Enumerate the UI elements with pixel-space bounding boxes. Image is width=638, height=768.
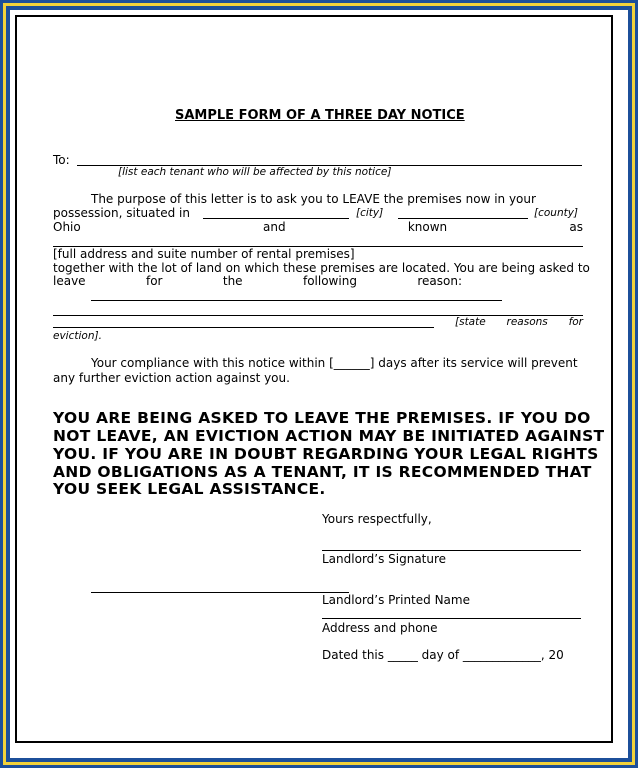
warning-line-2: NOT LEAVE, AN EVICTION ACTION MAY BE INITIATED AGAINST: [53, 427, 605, 445]
signature-label: Landlord’s Signature: [322, 552, 447, 566]
paragraph-2-line-1: Your compliance with this notice within [______] days after its service will prevent: [91, 356, 578, 370]
word-reasons: reasons: [506, 316, 548, 328]
paragraph-1-line-1: The purpose of this letter is to ask you to LEAVE the premises now in your: [91, 192, 536, 206]
word-leave: leave: [53, 274, 86, 288]
warning-line-1: YOU ARE BEING ASKED TO LEAVE THE PREMISES. IF YOU DO: [53, 409, 591, 427]
to-hint: [list each tenant who will be affected by this notice]: [118, 166, 392, 178]
reason-blank-line-1: [91, 300, 502, 301]
printed-name-line: [91, 592, 349, 593]
closing-text: Yours respectfully,: [322, 512, 432, 526]
word-for-2: for: [568, 316, 583, 328]
known-text: known: [407, 220, 448, 234]
warning-line-5: YOU SEEK LEGAL ASSISTANCE.: [53, 480, 326, 498]
document-page: [15, 15, 613, 743]
dated-line: Dated this _____ day of _____________, 20: [322, 648, 564, 662]
ohio-text: Ohio: [53, 220, 81, 234]
printed-name-label: Landlord’s Printed Name: [322, 593, 470, 607]
word-reason: reason:: [417, 274, 462, 288]
word-for: for: [145, 274, 163, 288]
county-hint: [county]: [534, 207, 579, 219]
word-state: [state: [455, 316, 486, 328]
paragraph-1-line-6: together with the lot of land on which these premises are located. You are being asked to: [53, 261, 590, 275]
word-the: the: [222, 274, 243, 288]
word-following: following: [302, 274, 357, 288]
address-phone-line: [322, 618, 581, 619]
city-hint: [city]: [356, 207, 384, 219]
reason-blank-line-3: [53, 327, 434, 328]
ohio-known-line: [53, 220, 583, 234]
leave-reason-line: [53, 274, 462, 288]
warning-line-3: YOU. IF YOU ARE IN DOUBT REGARDING YOUR LEGAL RIGHTS: [53, 445, 599, 463]
address-hint: [full address and suite number of rental premises]: [53, 247, 355, 261]
eviction-hint: eviction].: [53, 330, 102, 342]
as-text: as: [569, 220, 583, 234]
and-text: and: [262, 220, 286, 234]
county-blank-line: [398, 218, 528, 219]
to-label: To:: [53, 153, 70, 167]
possession-text: possession, situated in: [53, 206, 190, 220]
paragraph-2-line-2: any further eviction action against you.: [53, 371, 290, 385]
city-blank-line: [203, 218, 349, 219]
warning-line-4: AND OBLIGATIONS AS A TENANT, IT IS RECOMMENDED THAT: [53, 463, 592, 481]
state-reasons-hint: [455, 316, 583, 328]
signature-line: [322, 550, 581, 551]
address-phone-label: Address and phone: [322, 621, 438, 635]
page-title: SAMPLE FORM OF A THREE DAY NOTICE: [175, 108, 465, 123]
